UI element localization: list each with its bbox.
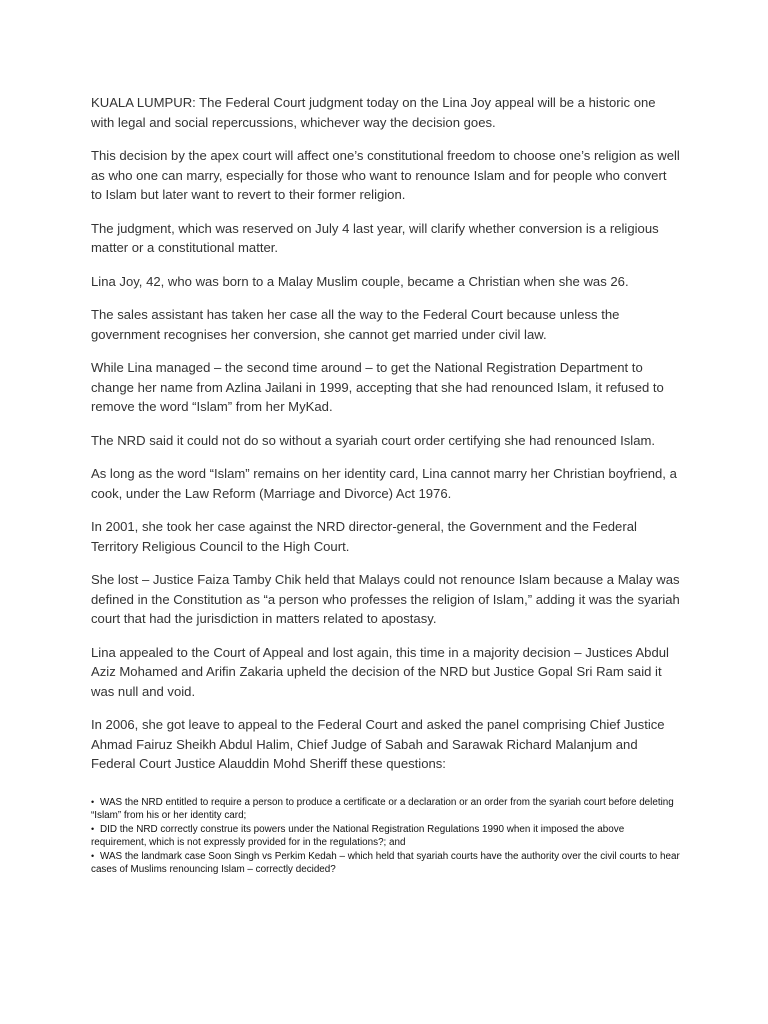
article-body bbox=[91, 93, 681, 877]
article-paragraph: Lina Joy, 42, who was born to a Malay Muslim couple, became a Christian when she was 26. bbox=[91, 273, 629, 289]
bullet-icon: • bbox=[91, 823, 95, 834]
article-paragraph: In 2001, she took her case against the NRD director-general, the Government and the Federal Territory Religious Council to the High Court. bbox=[91, 519, 637, 554]
article-paragraph: In 2006, she got leave to appeal to the Federal Court and asked the panel comprising Chief Justice Ahmad Fairuz Sheikh Abdul Halim, Chief Judge of Sabah and Sarawak Richard Malanjum and Federal Court Justice Alauddin Mohd Sheriff these questions: bbox=[91, 717, 665, 771]
article-paragraph: While Lina managed – the second time around – to get the National Registration Department to change her name from Azlina Jailani in 1999, accepting that she had renounced Islam, it refused to remove the word “Islam” from her MyKad. bbox=[91, 360, 664, 414]
article-paragraph: The judgment, which was reserved on July 4 last year, will clarify whether conversion is a religious matter or a constitutional matter. bbox=[91, 220, 659, 255]
bullet-icon: • bbox=[91, 796, 95, 807]
article-paragraph: She lost – Justice Faiza Tamby Chik held that Malays could not renounce Islam because a Malay was defined in the Constitution as “a person who professes the religion of Islam,” adding it was the syariah court that had the jurisdiction in matters related to apostasy. bbox=[91, 572, 680, 626]
list-item-text: DID the NRD correctly construe its powers under the National Registration Regulations 1990 when it imposed the above requirement, which is not expressly provided for in the regulations?; and bbox=[91, 823, 625, 849]
questions-list bbox=[91, 796, 681, 878]
article-paragraph: The NRD said it could not do so without a syariah court order certifying she had renounced Islam. bbox=[91, 432, 656, 448]
bullet-icon: • bbox=[91, 850, 95, 861]
list-item bbox=[91, 796, 681, 823]
article-paragraph: As long as the word “Islam” remains on her identity card, Lina cannot marry her Christian boyfriend, a cook, under the Law Reform (Marriage and Divorce) Act 1976. bbox=[91, 466, 677, 501]
article-paragraph: KUALA LUMPUR: The Federal Court judgment today on the Lina Joy appeal will be a historic one with legal and social repercussions, whichever way the decision goes. bbox=[91, 95, 656, 130]
list-item bbox=[91, 823, 681, 850]
list-item-text: WAS the NRD entitled to require a person to produce a certificate or a declaration or an order from the syariah court before deleting “Islam” from his or her identity card; bbox=[91, 796, 674, 822]
article-paragraph: The sales assistant has taken her case all the way to the Federal Court because unless the government recognises her conversion, she cannot get married under civil law. bbox=[91, 307, 620, 342]
list-item bbox=[91, 850, 681, 877]
article-paragraph: This decision by the apex court will affect one’s constitutional freedom to choose one’s religion as well as who one can marry, especially for those who want to renounce Islam and for people who convert to Islam but later want to revert to their former religion. bbox=[91, 148, 680, 202]
list-item-text: WAS the landmark case Soon Singh vs Perkim Kedah – which held that syariah courts have the authority over the civil courts to hear cases of Muslims renouncing Islam – correctly decided? bbox=[91, 850, 680, 876]
article-paragraph: Lina appealed to the Court of Appeal and lost again, this time in a majority decision – Justices Abdul Aziz Mohamed and Arifin Zakaria upheld the decision of the NRD but Justice Gopal Sri Ram said it was null and void. bbox=[91, 644, 669, 699]
